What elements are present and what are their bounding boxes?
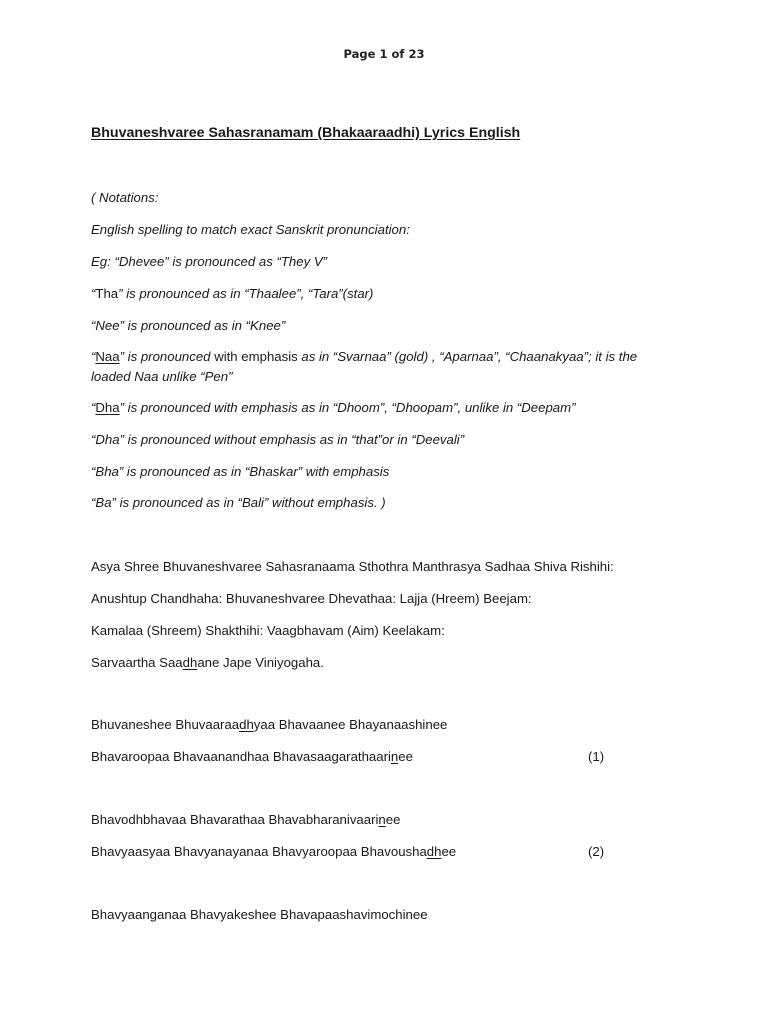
invocation-line-3: Kamalaa (Shreem) Shakthihi: Vaagbhavam (Aim) Keelakam:	[91, 623, 445, 638]
underlined-syllable: dh	[182, 655, 198, 670]
notations-intro: English spelling to match exact Sanskrit pronunciation:	[91, 222, 410, 237]
invocation-line-2: Anushtup Chandhaha: Bhuvaneshvaree Dhevathaa: Lajja (Hreem) Beejam:	[91, 591, 532, 606]
notation-ba: “Ba” is pronounced as in “Bali” without emphasis. )	[91, 495, 386, 510]
notation-tha	[91, 285, 373, 303]
page-of: of	[391, 47, 405, 61]
underlined-syllable: dh	[426, 844, 442, 859]
verse-1-line-1	[91, 716, 447, 734]
text-part: Bhavyaasyaa Bhavyanayanaa Bhavyaroopaa Bhavousha	[91, 844, 427, 859]
verse-number-1: (1)	[588, 749, 605, 764]
text-part: ee	[441, 844, 457, 859]
notation-key: Naa	[95, 349, 120, 364]
notation-text: ” is pronounced	[119, 349, 215, 364]
text-part: ane Jape Viniyogaha.	[197, 655, 324, 670]
verse-3-line-1: Bhavyaanganaa Bhavyakeshee Bhavapaashavimochinee	[91, 907, 428, 922]
verse-2-line-2	[91, 843, 456, 861]
notation-dha-emphasis	[91, 399, 576, 417]
underlined-syllable: n	[378, 812, 386, 827]
document-title: Bhuvaneshvaree Sahasranamam (Bhakaaraadhi) Lyrics English	[91, 125, 521, 141]
verse-2-line-1	[91, 811, 400, 829]
quote: “	[91, 400, 96, 415]
notation-example: Eg: “Dhevee” is pronounced as “They V”	[91, 254, 328, 269]
page-total: 23	[408, 47, 425, 61]
notation-text: ” is pronounced with emphasis as in “Dhoom”, “Dhoopam”, unlike in “Deepam”	[119, 400, 576, 415]
verse-number-2: (2)	[588, 844, 605, 859]
underlined-syllable: n	[390, 749, 399, 764]
notation-key: Dha	[95, 400, 120, 415]
page-number	[0, 47, 768, 61]
page-word: Page	[343, 47, 376, 61]
invocation-line-1: Asya Shree Bhuvaneshvaree Sahasranaama Sthothra Manthrasya Sadhaa Shiva Rishihi:	[91, 559, 614, 574]
notation-text: as in “Svarnaa” (gold) , “Aparnaa”, “Chaanakyaa”; it is the	[297, 349, 638, 364]
notation-text: loaded Naa unlike	[91, 369, 197, 384]
page-current: 1	[379, 47, 388, 61]
quote: “	[91, 286, 96, 301]
notation-text: “Pen”	[196, 369, 233, 384]
underlined-syllable: dh	[239, 717, 254, 732]
text-part: Bhuvaneshee Bhuvaaraa	[91, 717, 240, 732]
notation-dha-plain: “Dha” is pronounced without emphasis as in “that”or in “Deevali”	[91, 432, 465, 447]
text-part: Bhavodhbhavaa Bhavarathaa Bhavabharanivaari	[91, 812, 379, 827]
text-part: yaa Bhavaanee Bhayanaashinee	[253, 717, 448, 732]
invocation-line-4	[91, 654, 324, 672]
notation-naa	[91, 348, 637, 366]
notation-text: ” is pronounced as in “Thaalee”, “Tara”(star)	[118, 286, 374, 301]
quote: “	[91, 349, 96, 364]
text-part: Bhavaroopaa Bhavaanandhaa Bhavasaagarathaari	[91, 749, 391, 764]
notation-naa-continued	[91, 368, 233, 386]
notation-key: Tha	[95, 286, 119, 301]
notations-heading: ( Notations:	[91, 190, 159, 205]
text-part: Sarvaartha Saa	[91, 655, 183, 670]
notation-bha: “Bha” is pronounced as in “Bhaskar” with emphasis	[91, 464, 390, 479]
verse-1-line-2	[91, 748, 413, 766]
text-part: ee	[385, 812, 401, 827]
notation-nee: “Nee” is pronounced as in “Knee”	[91, 318, 286, 333]
text-part: ee	[398, 749, 413, 764]
emphasis-text: with emphasis	[214, 349, 298, 364]
